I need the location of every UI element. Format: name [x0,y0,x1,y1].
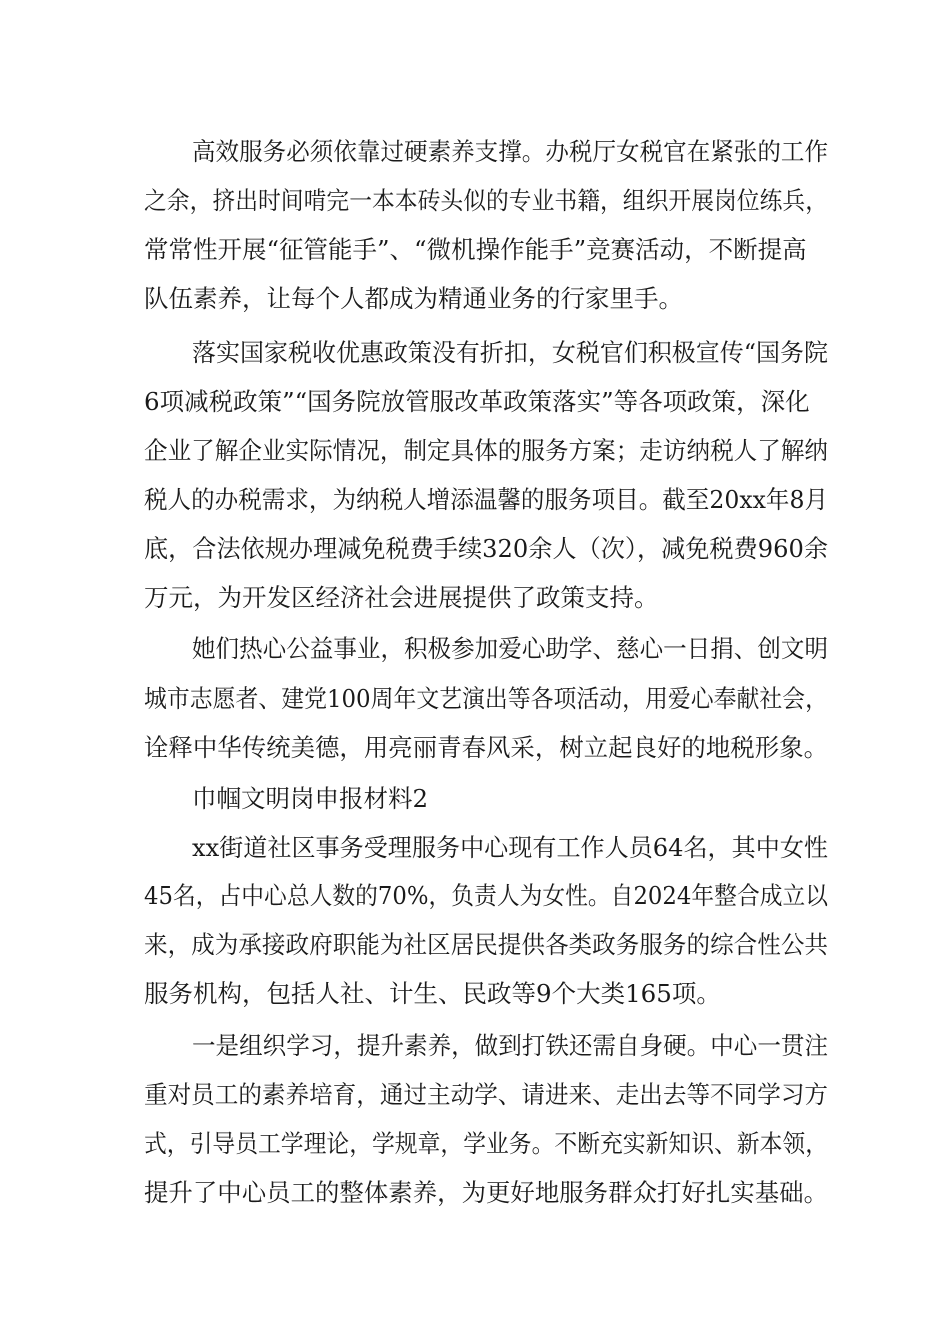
text-line [0,529,950,569]
text-line-content: 服务机构，包括人社、计生、民政等9个大类165项。 [144,979,721,1008]
text-line [0,1026,950,1066]
text-line-content: 一是组织学习，提升素养，做到打铁还需自身硬。中心一贯注 [192,1031,829,1060]
text-line [0,679,950,719]
text-line-content: 万元，为开发区经济社会进展提供了政策支持。 [144,583,659,612]
text-line [0,578,950,618]
text-line [0,1124,950,1164]
text-line [0,974,950,1014]
text-line [0,1173,950,1213]
text-line [0,382,950,422]
text-line [0,876,950,916]
text-line-content: 来，成为承接政府职能为社区居民提供各类政务服务的综合性公共 [144,930,828,959]
text-line-content: 落实国家税收优惠政策没有折扣，女税官们积极宣传“国务院 [192,338,829,367]
text-line-content: 税人的办税需求，为纳税人增添温馨的服务项目。截至20xx年8月 [144,485,829,514]
text-line-content: 企业了解企业实际情况，制定具体的服务方案；走访纳税人了解纳 [144,436,828,465]
text-line [0,230,950,270]
section-heading [0,779,950,819]
text-line-content: 高效服务必须依靠过硬素养支撑。办税厅女税官在紧张的工作 [192,137,829,166]
text-line-content: 式，引导员工学理论，学规章，学业务。不断充实新知识、新本领， [144,1129,828,1158]
text-line-content: 诠释中华传统美德，用亮丽青春风采，树立起良好的地税形象。 [144,733,829,762]
text-line-content: 底，合法依规办理减免税费手续320余人（次），减免税费960余 [144,534,828,563]
text-line-content: 城市志愿者、建党100周年文艺演出等各项活动，用爱心奉献社会， [144,684,828,713]
text-line-content: 45名，占中心总人数的70%，负责人为女性。自2024年整合成立以 [144,881,829,910]
section-heading-text: 巾帼文明岗申报材料2 [192,784,429,813]
text-line [0,1075,950,1115]
text-line [0,629,950,669]
text-line [0,828,950,868]
text-line-content: 提升了中心员工的整体素养，为更好地服务群众打好扎实基础。 [144,1178,829,1207]
text-line [0,925,950,965]
text-line-content: xx街道社区事务受理服务中心现有工作人员64名，其中女性 [192,833,829,862]
text-line [0,132,950,172]
text-line-content: 之余，挤出时间啃完一本本砖头似的专业书籍，组织开展岗位练兵， [144,186,828,215]
text-line [0,333,950,373]
text-line-content: 重对员工的素养培育，通过主动学、请进来、走出去等不同学习方 [144,1080,828,1109]
text-line-content: 队伍素养，让每个人都成为精通业务的行家里手。 [144,284,683,313]
text-line [0,480,950,520]
text-line [0,728,950,768]
text-line-content: 她们热心公益事业，积极参加爱心助学、慈心一日捐、创文明 [192,634,829,663]
text-line [0,279,950,319]
text-line [0,431,950,471]
text-line [0,181,950,221]
text-line-content: 常常性开展“征管能手”、“微机操作能手”竞赛活动，不断提高 [144,235,807,264]
text-line-content: 6项减税政策”“国务院放管服改革政策落实”等各项政策，深化 [144,387,810,416]
